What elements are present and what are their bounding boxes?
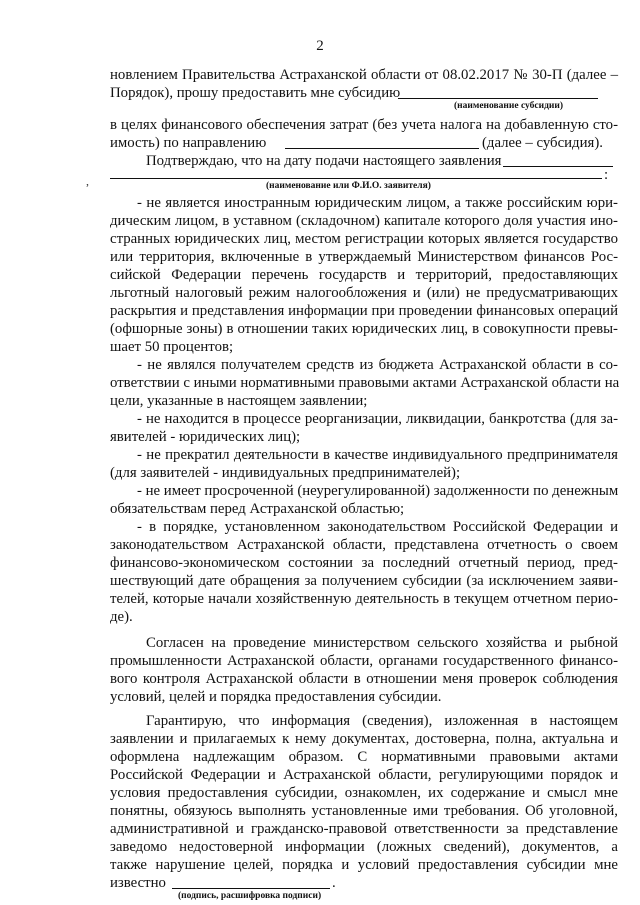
applicant-name-blank: [110, 178, 602, 179]
body-line-30: заявлении и прилагаемых к нему документах, достоверна, полна, актуальна и: [110, 731, 618, 747]
header-line-1: новлением Правительства Астраханской области от 08.02.2017 № 30-П (далее –: [110, 67, 618, 83]
header-line-4-end: (далее – субсидия).: [482, 135, 603, 151]
body-line-31: оформлена надлежащим образом. С нормативными правовыми актами: [110, 749, 618, 765]
signature-caption: (подпись, расшифровка подписи): [178, 891, 322, 901]
body-line-11: ответствии с иными нормативными правовыми актами Астраханской области на: [110, 375, 620, 391]
body-line-15: - не прекратил деятельности в качестве индивидуального предпринимателя: [137, 447, 618, 463]
body-line-29: Гарантирую, что информация (сведения), изложенная в настоящем: [146, 713, 618, 729]
body-line-1: - не является иностранным юридическим лицом, а также российским юри-: [137, 195, 618, 211]
direction-blank: [285, 148, 479, 149]
body-line-38: известно: [110, 875, 166, 891]
page-number: 2: [316, 38, 324, 54]
body-line-8: (офшорные зоны) в отношении таких юридических лиц, в совокупности превы-: [110, 321, 618, 337]
header-line-2: Порядок), прошу предоставить мне субсидию: [110, 85, 401, 101]
body-line-18: обязательствам перед Астраханской областью;: [110, 501, 405, 517]
body-line-23: телей, которые начали хозяйственную деятельность в текущем отчетном перио-: [110, 591, 618, 607]
body-line-20: законодательством Астраханской области, представлена отчетность о своем: [110, 537, 618, 553]
body-line-32: Российской Федерации и Астраханской области, регулирующими порядок и: [110, 767, 618, 783]
body-line-34: понятны, обязуюсь выполнять установленные ими требования. Об уголовной,: [110, 803, 618, 819]
closing-period: .: [332, 875, 336, 891]
body-line-26: промышленности Астраханской области, органами государственного финансо-: [110, 653, 618, 669]
body-line-33: условия предоставления субсидии, ознакомлен, их содержание и смысл мне: [110, 785, 618, 801]
margin-mark: ,: [86, 174, 89, 188]
signature-blank: [172, 888, 330, 889]
body-line-36: заведомо недостоверной информации (ложных сведений), документов, а: [110, 839, 618, 855]
body-line-2: дическим лицом, в уставном (складочном) капитале которого доля участия ино-: [110, 213, 618, 229]
body-line-22: шествующий дате обращения за получением субсидии (за исключением заяви-: [110, 573, 618, 589]
body-line-12: цели, указанные в настоящем заявлении;: [110, 393, 368, 409]
applicant-name-caption: (наименование или Ф.И.О. заявителя): [266, 181, 431, 191]
header-line-3: в целях финансового обеспечения затрат (без учета налога на добавленную сто-: [110, 117, 618, 133]
body-line-3: странных юридических лиц, местом регистрации которых является государство: [110, 231, 618, 247]
body-line-9: шает 50 процентов;: [110, 339, 234, 355]
applicant-colon: :: [604, 167, 609, 183]
body-line-37: также нарушение целей, порядка и условий предоставления субсидии мне: [110, 857, 618, 873]
body-line-19: - в порядке, установленном законодательством Российской Федерации и: [137, 519, 618, 535]
body-line-21: финансово-экономическом состоянии за последний отчетный период, пред-: [110, 555, 618, 571]
body-line-14: явителей - юридических лиц);: [110, 429, 301, 445]
header-line-4: имость) по направлению: [110, 135, 267, 151]
body-line-4: или территория, включенные в утверждаемый Министерством финансов Рос-: [110, 249, 618, 265]
body-line-24: де).: [110, 609, 133, 625]
body-line-17: - не имеет просроченной (неурегулированной) задолженности по денежным: [137, 483, 619, 499]
body-line-27: вого контроля Астраханской области в отношении меня проверок соблюдения: [110, 671, 618, 687]
subsidy-name-blank: [398, 98, 598, 99]
body-line-35: административной и гражданско-правовой ответственности за представление: [110, 821, 618, 837]
subsidy-name-caption: (наименование субсидии): [454, 101, 564, 111]
body-line-5: сийской Федерации перечень государств и территорий, предоставляющих: [110, 267, 618, 283]
date-blank: [503, 166, 613, 167]
body-line-28: условий, целей и порядка предоставления субсидии.: [110, 689, 442, 705]
header-line-5: Подтверждаю, что на дату подачи настоящего заявления: [146, 153, 502, 169]
body-line-25: Согласен на проведение министерством сельского хозяйства и рыбной: [146, 635, 618, 651]
body-line-10: - не являлся получателем средств из бюджета Астраханской области в со-: [137, 357, 618, 373]
body-line-16: (для заявителей - индивидуальных предпринимателей);: [110, 465, 461, 481]
body-line-6: льготный налоговый режим налогообложения и (или) не предусматривающих: [110, 285, 618, 301]
body-line-13: - не находится в процессе реорганизации, ликвидации, банкротства (для за-: [137, 411, 618, 427]
body-line-7: раскрытия и представления информации при проведении финансовых операций: [110, 303, 618, 319]
